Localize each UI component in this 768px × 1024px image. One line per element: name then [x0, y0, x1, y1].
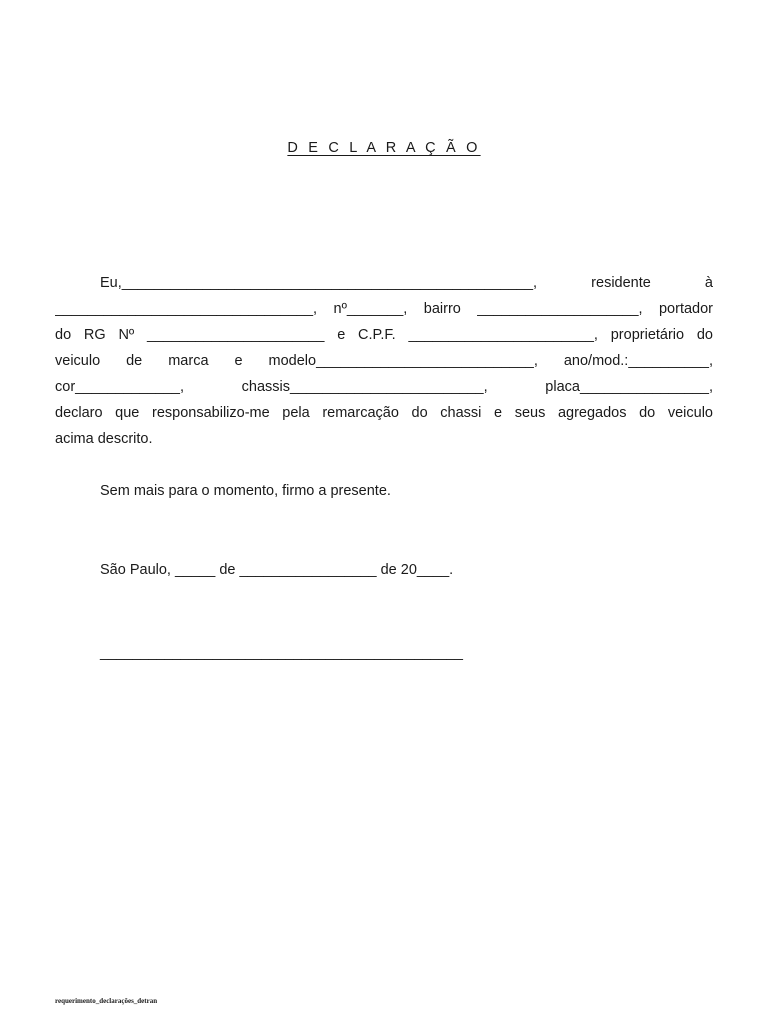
paragraph-line-2: ________________________________, nº_______, bairro ____________________, portador [55, 301, 713, 317]
paragraph-line-7: acima descrito. [55, 431, 153, 447]
signature-line: _____________________________________________ [100, 645, 463, 661]
closing-sentence: Sem mais para o momento, firmo a presente. [100, 483, 391, 499]
document-title: D E C L A R A Ç Ã O [287, 140, 481, 156]
paragraph-line-4: veiculo de marca e modelo___________________________, ano/mod.:__________, [55, 353, 713, 369]
footer-filename: requerimento_declarações_detran [55, 997, 158, 1005]
paragraph-line-6: declaro que responsabilizo-me pela remarcação do chassi e seus agregados do veiculo [55, 405, 713, 421]
paragraph-line-3: do RG Nº ______________________ e C.P.F. _______________________, proprietário do [55, 327, 713, 343]
date-line: São Paulo, _____ de _________________ de 20____. [100, 562, 454, 578]
paragraph-line-5: cor_____________, chassis________________________, placa________________, [55, 379, 713, 395]
paragraph-line-1: Eu,___________________________________________________, residente à [100, 275, 713, 291]
declaration-paragraph [55, 270, 713, 452]
